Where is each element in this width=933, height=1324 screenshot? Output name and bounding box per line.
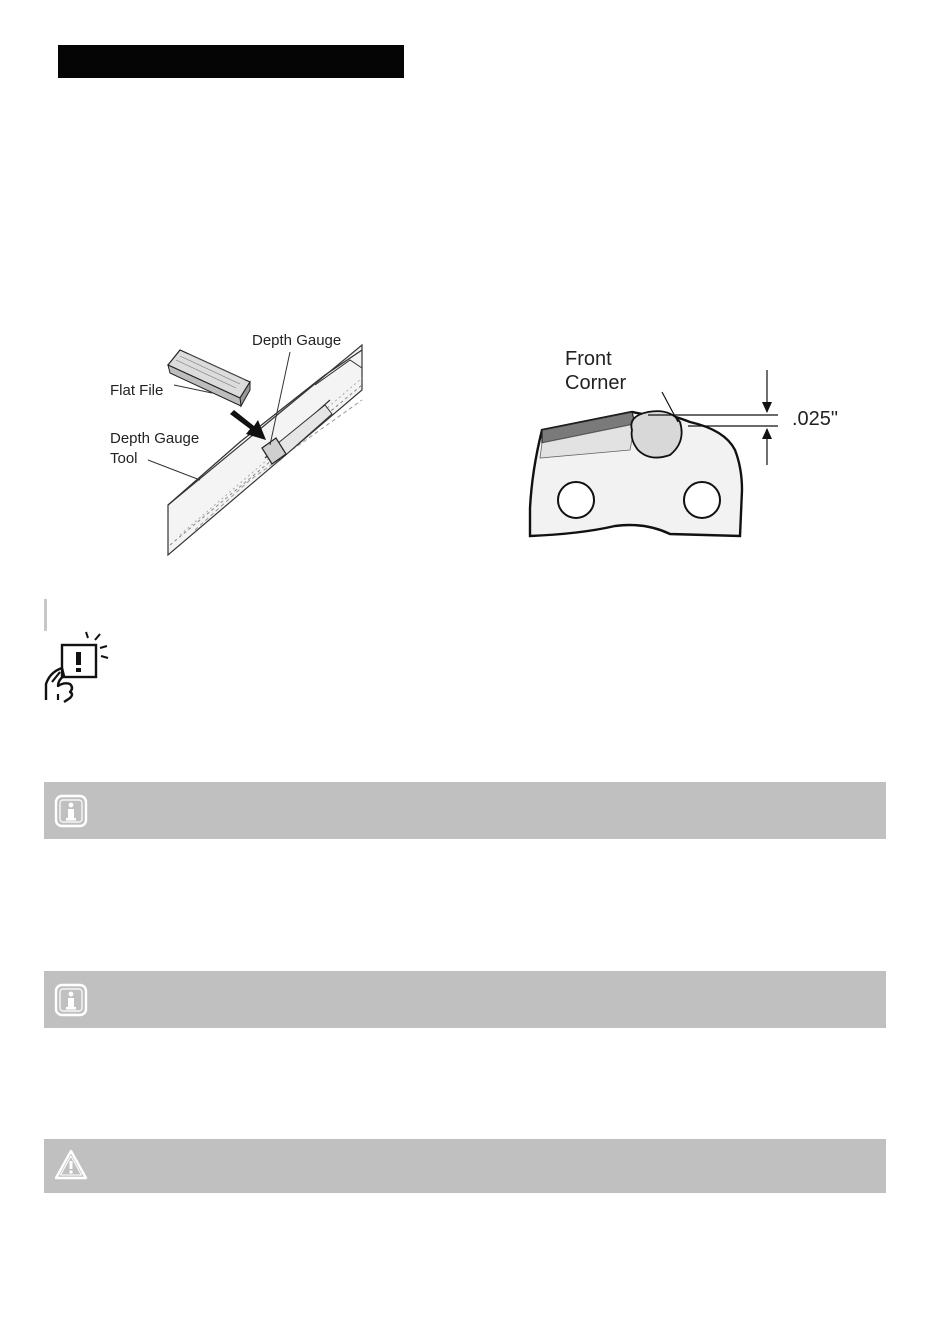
- info-banner-2: [44, 971, 886, 1028]
- label-front: Front: [565, 348, 612, 370]
- info-icon: [54, 794, 88, 828]
- warning-triangle-icon: [54, 1148, 88, 1182]
- hand-card-icon: [40, 628, 112, 704]
- info-icon: [54, 983, 88, 1017]
- depth-gauge-illustration: [100, 330, 370, 565]
- side-rule: [44, 599, 47, 631]
- section-title-bar: [58, 45, 404, 78]
- info-banner-1: [44, 782, 886, 839]
- warning-banner: [44, 1139, 886, 1193]
- label-depth-gauge-tool-2: Tool: [110, 450, 138, 467]
- label-depth-gauge-tool-1: Depth Gauge: [110, 430, 200, 447]
- cutter-front-corner-figure: [520, 340, 850, 550]
- label-depth-gauge: Depth Gauge: [252, 332, 342, 349]
- depth-gauge-figure: [100, 330, 370, 565]
- label-measurement: .025": [792, 408, 839, 430]
- label-corner: Corner: [565, 372, 627, 394]
- label-flat-file: Flat File: [110, 382, 164, 399]
